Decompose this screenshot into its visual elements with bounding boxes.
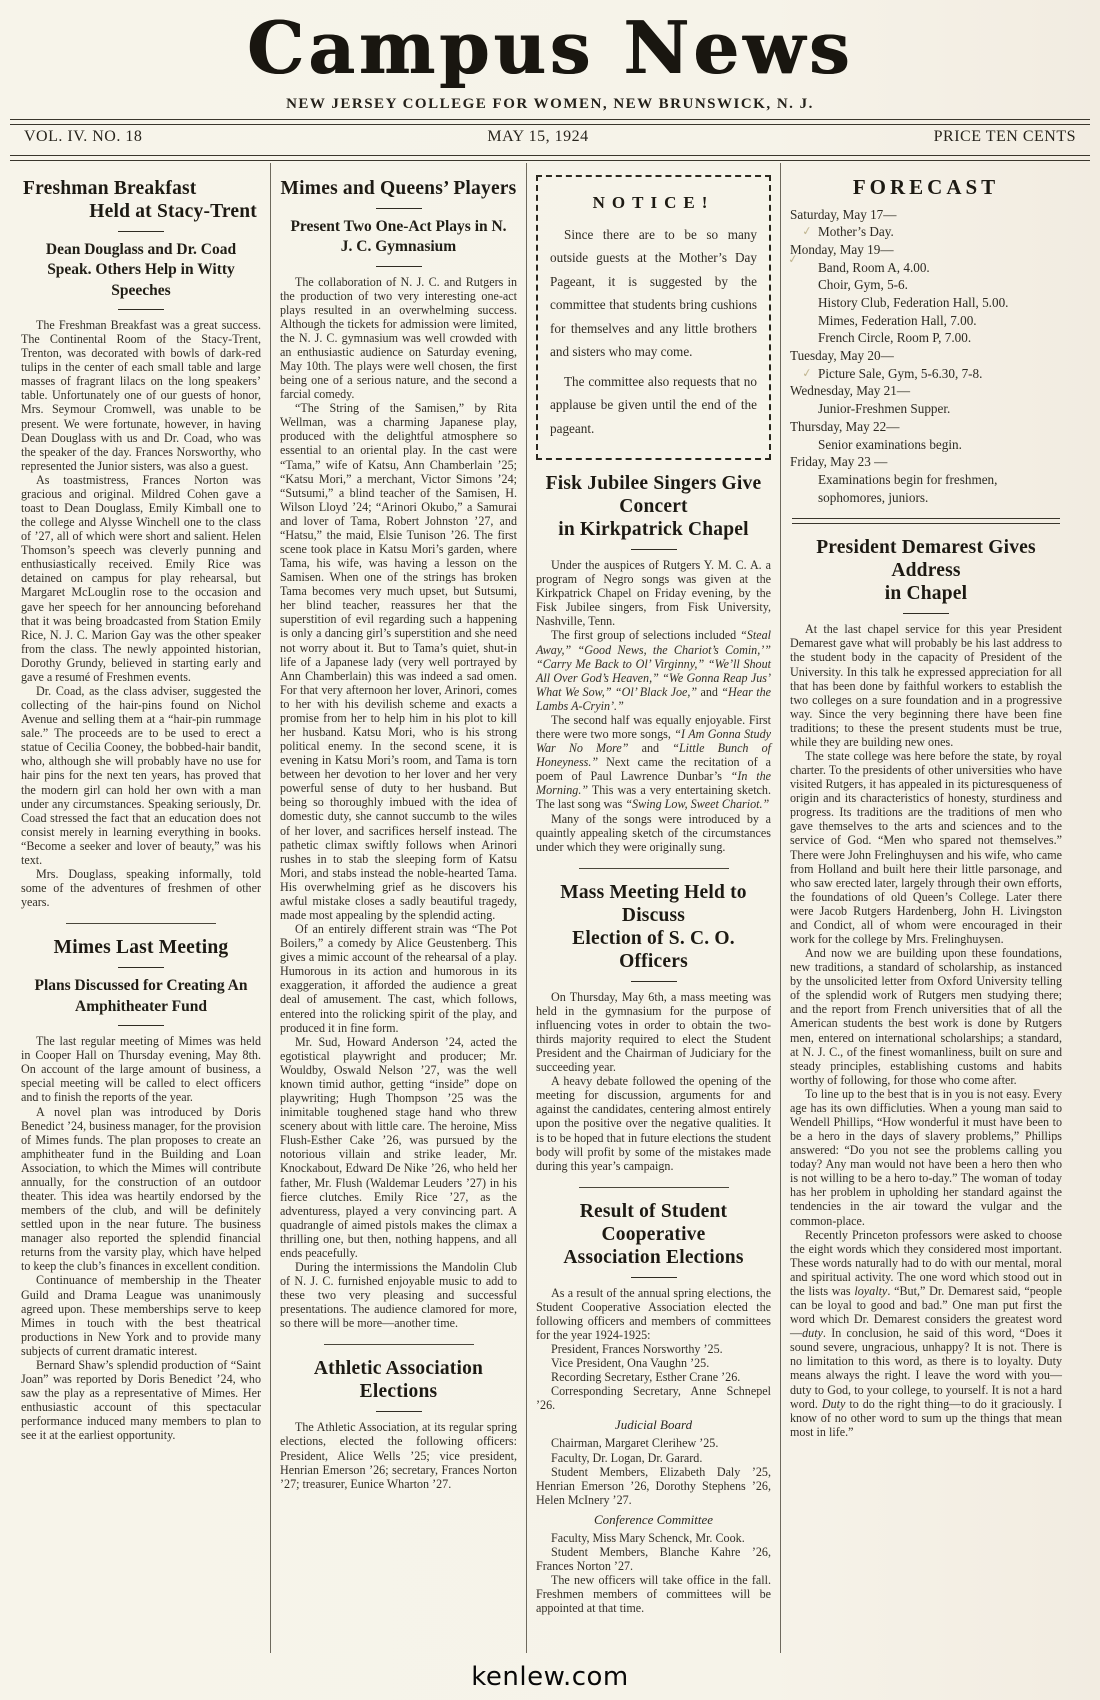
paragraph: Student Members, Elizabeth Daly ’25, Henrian Emerson ’26, Dorothy Stephens ’26, Helen McInery ’27. (536, 1464, 771, 1507)
paragraph: “The String of the Samisen,” by Rita Wellman, was a charming Japanese play, produced with the delightful atmosphere so essential to an oriental play. In the cast were “Tama,” wife of Katsu, Ann Chamberlain ’25; “Katsu Mori,” a merchant, Victor Simons ’24; “Sutsumi,” a blind teacher of the Samisen, H. Wilson Lloyd ’24; “Arinori Okubo,” a Samurai and lover of Tama, Robert Johnston ’27, and “Hatsu,” the maid, Elsie Tunison ’26. The first scene took place in Katsu Mori’s garden, where Tama, his wife, was having a lesson on the Samisen. When one of the strings has broken Tama becomes very much upset, but Sutsumi, her blind teacher, reassures her that the superstition of evil regarding such a happening is only a dancing girl’s superstition and she need not worry about it. But to Tama’s quiet, shut-in life of a Japanese lady (very well portrayed by Ann Chamberlain) this was indeed a sad omen. For that very afternoon her lover, Arinori, comes to her with his devilish scheme and exacts a promise from her to help him in his plot to kill her husband. Katsu Mori, who is his strong political enemy. In the second scene, it is evening in Katsu Mori’s room, and Tama is torn between her devotion to her lover and her very powerful sense of duty to her husband. But being so thoroughly imbued with the idea of domestic duty, she cannot succumb to the wiles of her lover, and sacrifices herself instead. The pathetic climax swiftly follows when Arinori rushes in to stab the sleeping form of Katsu Mori, and stabs instead the noble-hearted Tama. His overwhelming grief as he discovers his awful mistake closes a sadly beautiful tragedy, made most appealing by the splendid acting. (280, 401, 517, 923)
forecast-item: Band, Room A, 4.00. (818, 259, 930, 275)
masthead-bottom-rule (10, 155, 1090, 161)
issue-date: MAY 15, 1924 (487, 127, 589, 145)
headline-line: Athletic Association Elections (313, 1358, 484, 1403)
forecast-title: FORECAST (852, 174, 1000, 199)
headline-line: Result of Student Cooperative (579, 1200, 728, 1245)
newspaper-subtitle: NEW JERSEY COLLEGE FOR WOMEN, NEW BRUNSWICK, N. J. (286, 95, 814, 112)
article-headline (21, 936, 261, 959)
forecast-day: Friday, May 23 — (790, 454, 888, 470)
paragraph: Recording Secretary, Esther Crane ’26. (551, 1370, 741, 1385)
forecast-list (787, 206, 1062, 507)
forecast-item: ✓ Mother’s Day. (801, 223, 894, 240)
watermark-url: kenlew.com (471, 1662, 629, 1692)
headline-line: Fisk Jubilee Singers Give Concert (545, 473, 762, 518)
notice-paragraph: Since there are to be so many outside guests at the Mother’s Day Pageant, it is suggested by the committee that students bring cushions for themselves and any little brothers and sisters who may come. (550, 226, 757, 360)
paragraph: Dr. Coad, as the class adviser, suggested the collecting of the hair-pins found on Nichol Avenue and selling them at a “hair-pin rummage sale.” The proceeds are to be used to erect a statue of Cecilia Cooney, the bobbed-hair bandit, who, although she will probably have no use for hair pins for the next ten years, has proved that the modern girl can hold her own with a man under any circumstances. Speaking seriously, Dr. Coad stressed the fact that an education does not consist merely in learning everything in books. “Become a seeker and lover of beauty,” was his text. (21, 683, 261, 867)
column-4 (780, 163, 1071, 1653)
headline-rule (118, 309, 164, 310)
article-subhead: Present Two One-Act Plays in N. J. C. Gymnasium (290, 217, 507, 256)
paragraph: The collaboration of N. J. C. and Rutgers in the production of two very interesting one-act plays resulted in an overwhelming success. Although the tickets for admission were limited, the N. J. C. gymnasium was well crowded with an enthusiastic audience on Saturday evening, May 10th. The plays were well chosen, the first being one of a serious nature, and the second a farcial comedy. (280, 274, 517, 402)
notice-paragraph: The committee also requests that no applause be given until the end of the pageant. (550, 373, 757, 436)
article-headline (280, 177, 517, 200)
forecast-day: ✓ Monday, May 19— (787, 241, 894, 267)
paragraph: On Thursday, May 6th, a mass meeting was held in the gymnasium for the purpose of influencing votes in order to obtain the two-thirds majority required to elect the Student President and the Chairman of Judiciary for the succeeding year. (536, 989, 771, 1075)
paragraph: Recently Princeton professors were asked to choose the eight words which they considered most important. These words naturally had to do with our mental, moral and spiritual activity. The one word which stood out in the lists was loyalty. “But,” Dr. Demarest said, “people can be loyal to good and bad.” One man put first the word which Dr. Demarest considers the greatest word—duty. In conclusion, he said of this word, “Does it sound severe, ungracious, unhappy? It is not. There is no limitation to this word, as there is to loyalty. Duty means always the right. I leave the word with you—duty to God, to your college, to yourself. It is not a hard word. Duty to do the right thing—to do it graciously. I know of no other word to sum up the things that mean most in life.” (790, 1227, 1062, 1439)
section-divider-rule (579, 1187, 729, 1188)
headline-line: Mimes and Queens’ Players (280, 177, 517, 199)
headline-rule (118, 967, 164, 968)
forecast-day: Saturday, May 17— (790, 206, 897, 222)
paragraph: The first group of selections included “Steal Away,” “Good News, the Chariot’s Comin,’” “Carry Me Back to Ol’ Virginny,” “We’ll Shout All Over God’s Heaven,” “We Gonna Reap Jus’ What We Sow,” “Ol’ Black Joe,” and “Hear the Lambs A-Cryin’.” (536, 628, 771, 713)
paragraph: A heavy debate followed the opening of the meeting for discussion, arguments for and against the candidates, centering almost entirely upon the positive over the negative qualities. It is to be hoped that in future elections the student body will profit by some of the mistakes made during this year’s campaign. (536, 1074, 771, 1173)
headline-rule (631, 1277, 677, 1278)
forecast-day: Wednesday, May 21— (790, 383, 911, 399)
section-divider-rule (66, 923, 216, 924)
article-headline (21, 177, 261, 223)
paragraph: As toastmistress, Frances Norton was gracious and original. Mildred Cohen gave a toast to Dean Douglass, Emily Kimball one to the college and Alysse Winchell one to the class of ’27, all of which were short and salient. Helen Thomson’s speech was cleverly punning and enthusiastically received. Emily Rice was detained on campus for play rehearsal, but Margaret McLouglin rose to the occasion and gave her speech for her announcing beforehand that it was being broadcasted from Station Emily Rice, N. J. C. Marion Gay was the other speaker from the class. The newly appointed historian, Dorothy Grundy, believed in starting early and gave a resumé of Freshmen events. (21, 472, 261, 684)
headline-line: Mass Meeting Held to Discuss (560, 881, 747, 926)
headline-line: Mimes Last Meeting (53, 937, 229, 959)
committee-heading: Judicial Board (614, 1417, 693, 1433)
forecast-item: Examinations begin for freshmen, sophomores, juniors. (818, 471, 998, 505)
forecast-day: Tuesday, May 20— (790, 348, 894, 364)
article-headline (536, 472, 771, 541)
paragraph: President, Frances Norsworthy ’25. (551, 1342, 723, 1357)
headline-rule (118, 1025, 164, 1026)
paragraph: A novel plan was introduced by Doris Benedict ’24, business manager, for the provision of Mimes funds. The plan proposes to create an amphitheater fund in the Building and Loan Association, to which the Mimes will contribute annually, for the construction of an outdoor theater. This idea was heartily endorsed by the members of the club, and will be definitely settled upon in the near future. The business manager also reported the splendid financial returns from the varsity play, which have helped to keep the club’s finances in excellent condition. (21, 1104, 261, 1274)
committee-heading: Conference Committee (593, 1511, 713, 1527)
forecast-item: Senior examinations begin. (818, 436, 962, 452)
paragraph: The new officers will take office in the fall. Freshmen members of committees will be appointed at that time. (536, 1573, 771, 1616)
dateline (10, 125, 1090, 149)
paragraph: The Freshman Breakfast was a great success. The Continental Room of the Stacy-Trent, Trenton, was decorated with bowls of dark-red tulips in the center of each small table and large masses of fragrant lilacs on the long speakers’ table. Unfortunately one of our guests of honor, Mrs. Seymour Cromwell, was unable to be present. We were fortunate, however, in having Dean Douglass with us and Dr. Coad, who was the speaker of the day. Frances Norsworthy, who represented the Junior sisters, was also a guest. (21, 317, 261, 473)
paragraph: The last regular meeting of Mimes was held in Cooper Hall on Thursday evening, May 8th. On account of the large amount of business, a special meeting will be called to elect officers and to finish the reports of the year. (21, 1034, 261, 1105)
forecast-item: History Club, Federation Hall, 5.00. (818, 295, 1009, 311)
section-divider-rule (579, 868, 729, 869)
paragraph: Under the auspices of Rutgers Y. M. C. A. a program of Negro songs was given at the Kirkpatrick Chapel on Friday evening, by the Fisk Jubilee singers, from Fisk University, Nashville, Tenn. (536, 558, 771, 629)
headline-rule (376, 1411, 422, 1412)
pencil-checkmark: ✓ (801, 365, 813, 381)
paragraph: To line up to the best that is in you is not easy. Every age has its own difficluties. When a young man said to Wendell Phillips, “How wonderful it must have been to be a hero in the days of slavery problems,” Phillips answered: “Do you not see the problems calling you today? Any man would not have been a hero then who is not willing to be a hero to-day.” The woman of today has her problem in upholding her standard against the tendencies in the air toward the vulgar and the common-place. (790, 1086, 1062, 1228)
headline-line: Held at Stacy-Trent (89, 200, 257, 222)
headline-rule (631, 549, 677, 550)
headline-rule (631, 981, 677, 982)
headline-line: President Demarest Gives Address (816, 537, 1036, 582)
headline-line: in Chapel (884, 583, 968, 605)
masthead (0, 0, 1100, 161)
article-headline (536, 881, 771, 973)
section-double-rule (792, 518, 1060, 524)
paragraph: Mrs. Douglass, speaking informally, told some of the adventures of freshmen of other years. (21, 867, 261, 910)
forecast-item: ✓ Picture Sale, Gym, 5-6.30, 7-8. (801, 365, 983, 381)
article-subhead: Plans Discussed for Creating An Amphitheater Fund (34, 977, 248, 1015)
paragraph: Continuance of membership in the Theater Guild and Drama League was unanimously agreed upon. These memberships serve to keep Mimes in touch with the best theatrical productions in New York and to provide many subjects of current dramatic interest. (21, 1273, 261, 1358)
headline-rule (376, 208, 422, 209)
headline-line: Association Elections (563, 1246, 744, 1268)
headline-line: Freshman Breakfast (23, 177, 197, 199)
paragraph: Of an entirely different strain was “The Pot Boilers,” a comedy by Alice Geustenberg. This gives a mimic account of the rehearsal of a play. Humorous in its action and humorous in its exaggeration, it afforded the audience a great deal of amusement. The cast, which follows, entered into the rolicking spirit of the play, and produced it in fine form. (280, 922, 517, 1035)
volume-number: VOL. IV. NO. 18 (24, 127, 143, 145)
article-subhead: Dean Douglass and Dr. Coad Speak. Others Help in Witty Speeches (45, 240, 237, 299)
paragraph: Faculty, Dr. Logan, Dr. Garard. (551, 1450, 703, 1465)
paragraph: Mr. Sud, Howard Anderson ’24, acted the egotistical playwright and producer; Mr. Wouldby, Oswald Nelson ’27, was the well known timid author, getting “inside” dope on playwriting; Hugh Thompson ’25 was the inimitable toughened stage hand who threw scenery about with little care. The heroine, Miss Flush-Esther Cake ’26, was pursued by the notorious villain and strike leader, Mr. Knockabout, Edward De Nike ’26, who held her father, Mr. Flush (Waldemar Leuders ’27) in his fierce clutches. Emily Rice ’27, as the adventuress, played a very convincing part. A quadrangle of aimed pistols makes the climax a thrilling one, but then, nothing happens, and all ends peacefully. (280, 1034, 517, 1260)
forecast-item: Mimes, Federation Hall, 7.00. (818, 312, 977, 328)
paragraph: At the last chapel service for this year President Demarest gave what will probably be his last address to the student body in the capacity of President of the University. In this talk he expressed appreciation for all that has been done by faithful workers to establish the two colleges on a sure foundation and in a progressive way. Since the very beginning there have been fine traditions; to these the present students must be true, while they are building new ones. (790, 622, 1062, 749)
paragraph: The state college was here before the state, by royal charter. To the presidents of other universities who have visited Rutgers, it has appealed in its picturesqueness of origin and its characteristics of honesty, sturdiness and progress. Its traditions are the traditions of men who gave themselves to the arts and sciences and to the service of God. “Men who spared not themselves.” There were John Frelinghuysen and his wife, who came from Holland and built here their little parsonage, and who saw erected later, largely through their own efforts, the foundations of old Queen’s College. Later there were Jacob Rutgers Hardenberg, John H. Livingston and Condict, all of whom were encouraged in their work for the college by Mrs. Frelinghuysen. (790, 748, 1062, 946)
paragraph: Bernard Shaw’s splendid production of “Saint Joan” was reported by Doris Benedict ’24, who saw the play as a representative of Mimes. Her enthusiastic account of this spectacular performance induced many members to plan to see it at the earliest opportunity. (21, 1357, 261, 1443)
paragraph: The Athletic Association, at its regular spring elections, elected the following officers: President, Alice Wells ’25; vice president, Henrian Emerson ’26; secretary, Frances Norton ’27; treasurer, Eunice Wharton ’27. (280, 1420, 517, 1491)
price: PRICE TEN CENTS (933, 127, 1076, 145)
forecast-item: French Circle, Room P, 7.00. (818, 330, 972, 346)
forecast-item: Junior-Freshmen Supper. (818, 401, 951, 417)
paragraph: Corresponding Secretary, Anne Schnepel ’26. (536, 1384, 771, 1413)
pencil-checkmark: ✓ (787, 251, 799, 267)
forecast-item: Choir, Gym, 5-6. (818, 277, 908, 293)
paragraph: The second half was equally enjoyable. First there were two more songs, “I Am Gonna Study War No More” and “Little Bunch of Honeyness.” Next came the recitation of a poem of Paul Lawrence Dunbar’s “In the Morning.” This was a very entertaining sketch. The last song was “Swing Low, Sweet Chariot.” (536, 712, 771, 812)
paragraph: Chairman, Margaret Clerihew ’25. (551, 1436, 719, 1451)
paragraph: During the intermissions the Mandolin Club of N. J. C. furnished enjoyable music to add to these two very pleasing and successful presentations. The audience clamored for more, so there will be more—another time. (280, 1259, 517, 1331)
pencil-checkmark: ✓ (801, 223, 813, 239)
headline-rule (903, 613, 949, 614)
paragraph: Faculty, Miss Mary Schenck, Mr. Cook. (551, 1530, 745, 1545)
column-2 (270, 163, 526, 1653)
notice-box (536, 175, 771, 461)
columns-container (0, 163, 1100, 1653)
paragraph: Vice President, Ona Vaughn ’25. (551, 1356, 710, 1371)
notice-title: NOTICE! (592, 192, 715, 212)
article-headline (790, 536, 1062, 605)
paragraph: Student Members, Blanche Kahre ’26, Frances Norton ’27. (536, 1544, 771, 1573)
newspaper-title: Campus News (246, 5, 854, 90)
section-divider-rule (324, 1344, 474, 1345)
headline-line: Election of S. C. O. Officers (572, 927, 735, 972)
headline-rule (376, 266, 422, 267)
column-1 (12, 163, 270, 1653)
paragraph: As a result of the annual spring elections, the Student Cooperative Association elected the following officers and members of committees for the year 1924-1925: (536, 1285, 771, 1342)
article-headline (280, 1357, 517, 1403)
forecast-day: Thursday, May 22— (790, 418, 900, 434)
column-3 (526, 163, 780, 1653)
paragraph: And now we are building upon these foundations, new traditions, a standard of scholarship, as instanced by the unsolicited letter from Oxford University telling of the splendid work of Rutgers men studying there; and the report from French universities that of all the American students the best work is done by Rutgers men, entered on international scholarships; a standard, at N. J. C., of the finest womanliness, built on sure and steady principles, establishing customs and habits worthy of following, for those who come after. (790, 946, 1062, 1087)
headline-rule (118, 231, 164, 232)
headline-line: in Kirkpatrick Chapel (558, 519, 749, 541)
paragraph: Many of the songs were introduced by a quaintly appealing sketch of the circumstances under which they were originally sung. (536, 811, 771, 854)
article-headline (536, 1200, 771, 1269)
